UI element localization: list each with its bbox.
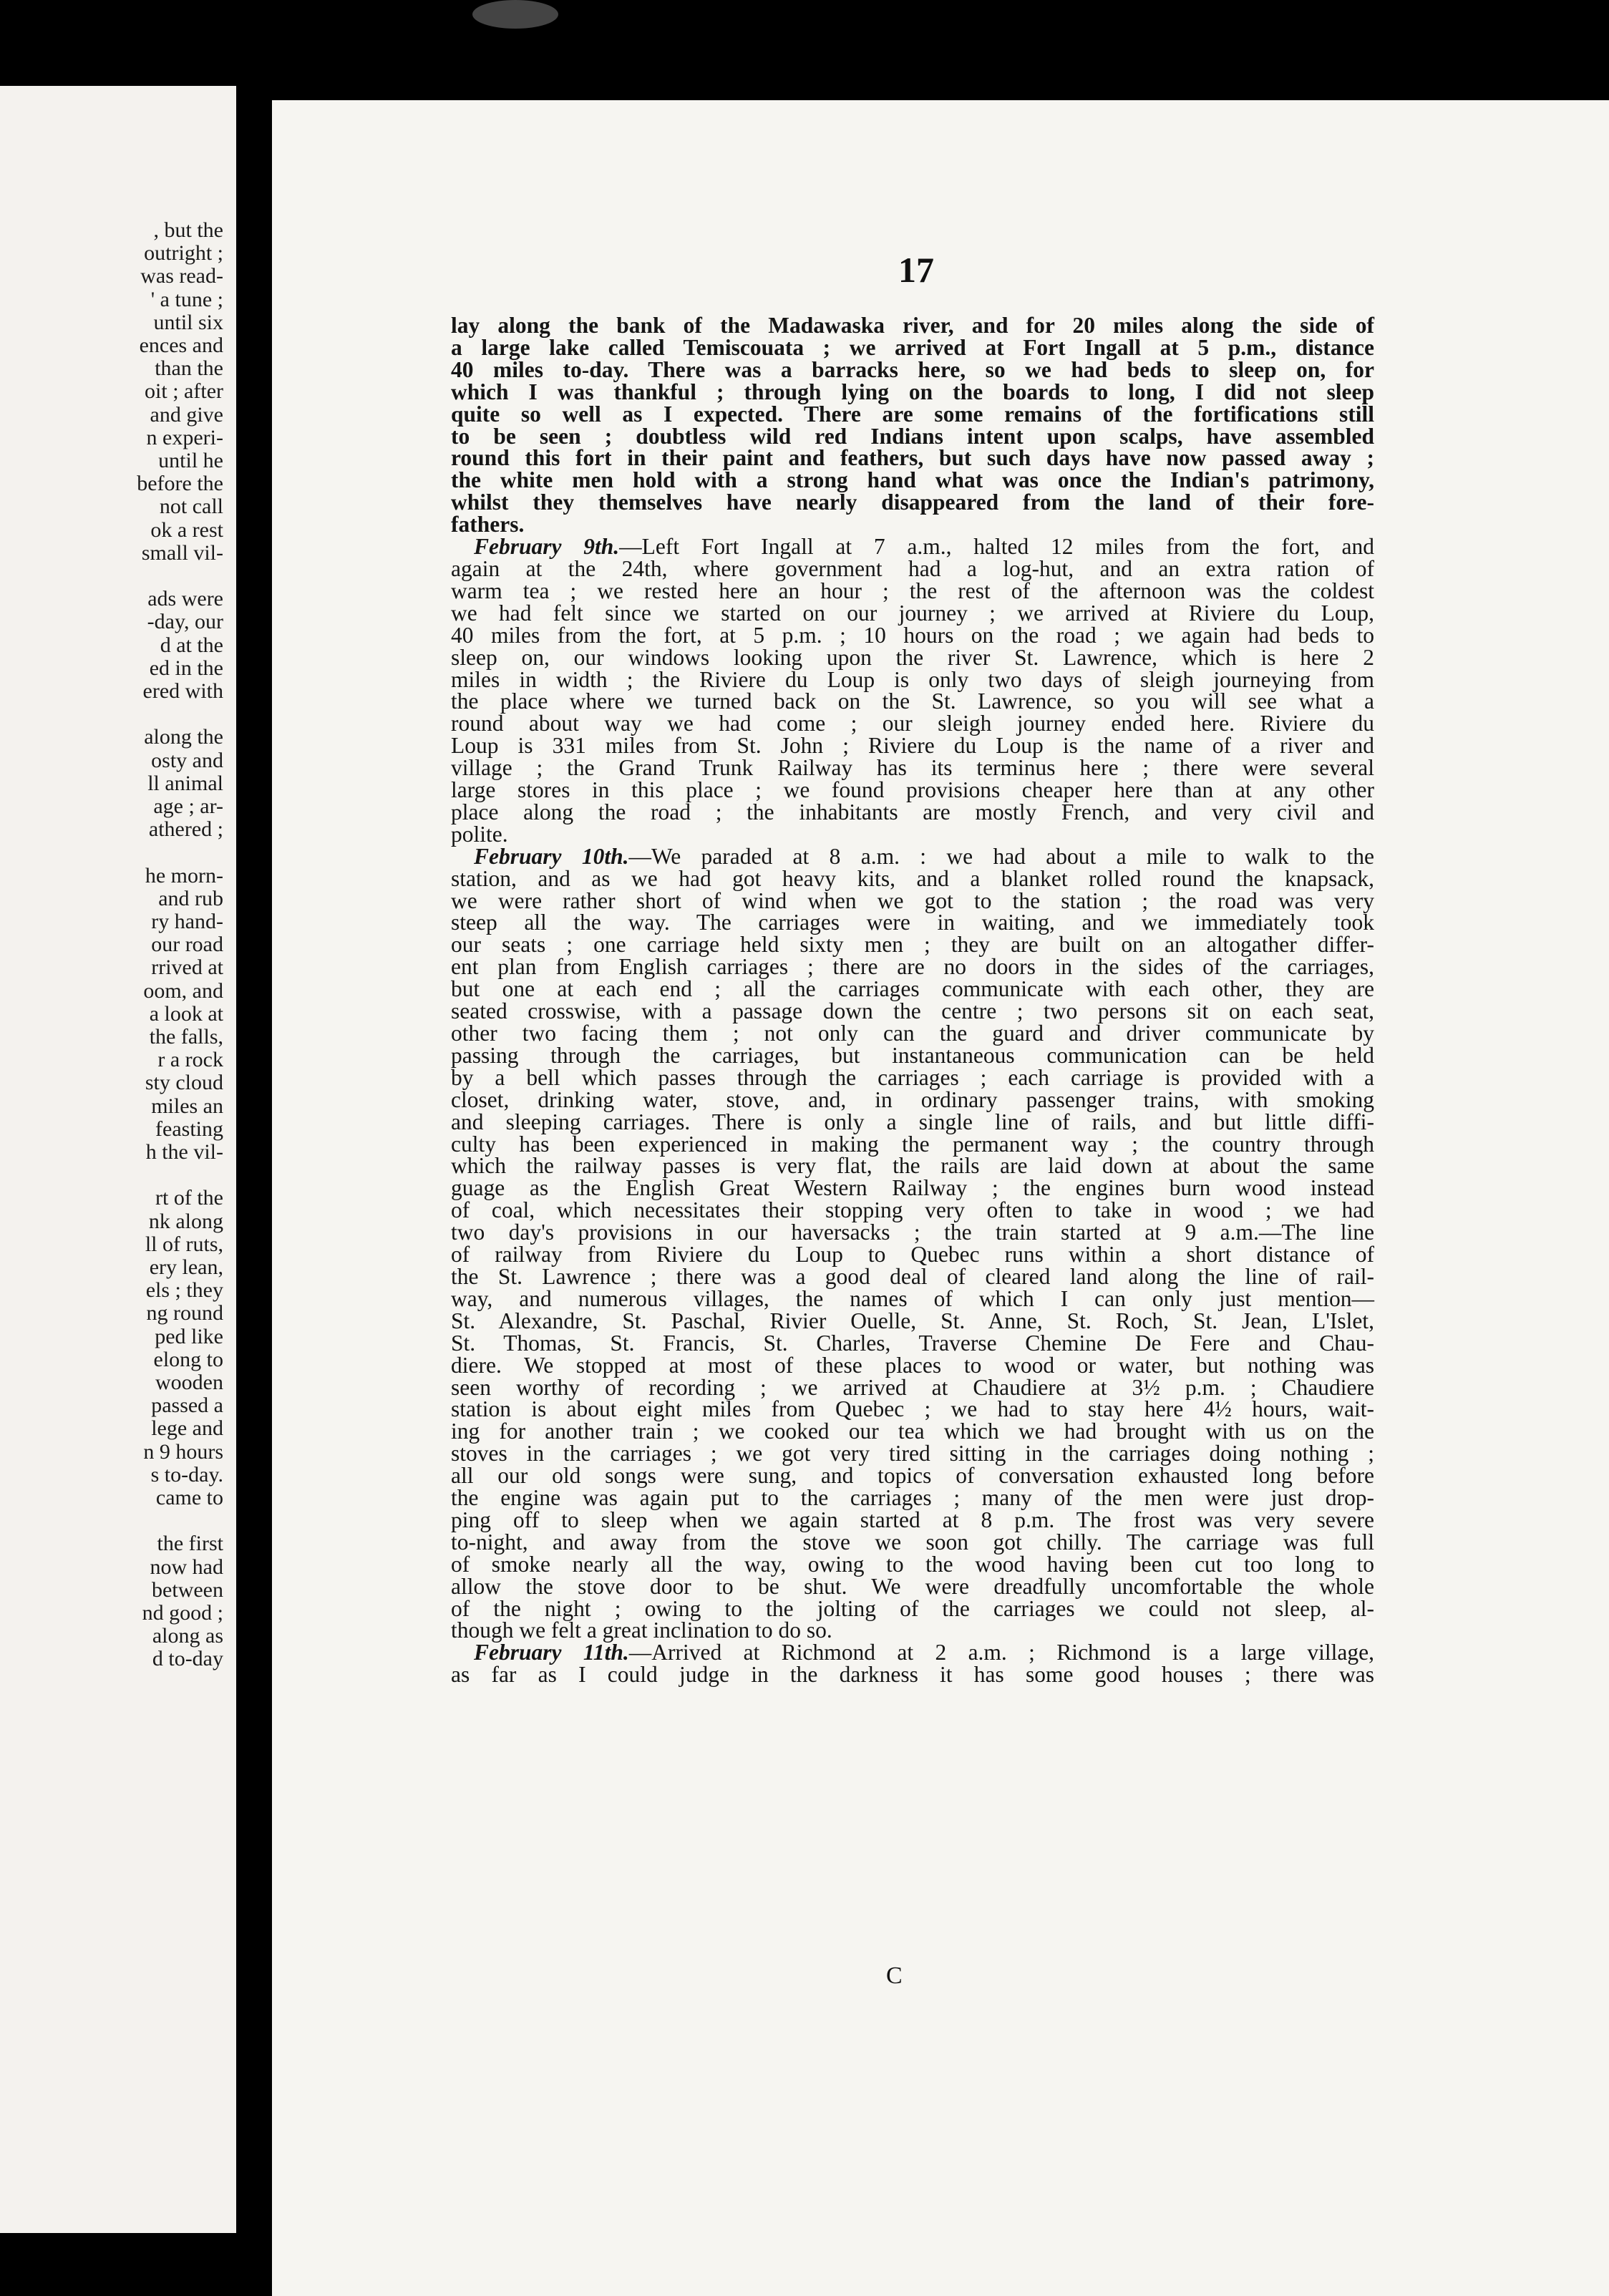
- text-line: February 10th.—We paraded at 8 a.m. : we had about a mile to walk to the: [474, 843, 1374, 869]
- left-page-line: lege and: [151, 1416, 223, 1441]
- left-page-line: the first: [157, 1532, 223, 1556]
- text-line: other two facing them ; not only can the guard and driver communicate by: [451, 1021, 1374, 1046]
- left-page-line: d at the: [160, 633, 223, 657]
- text-line: village ; the Grand Trunk Railway has its terminus here ; there were several: [451, 755, 1374, 781]
- left-page-line: ped like: [155, 1324, 223, 1348]
- signature-mark: C: [886, 1962, 903, 1989]
- page-number: 17: [898, 250, 934, 290]
- left-page-line: wooden: [155, 1371, 223, 1394]
- left-page-line: , but the: [153, 218, 223, 242]
- text-line: diere. We stopped at most of these places to wood or water, but nothing was: [451, 1352, 1374, 1378]
- date-heading: February 11th.: [474, 1640, 629, 1665]
- text-line: steep all the way. The carriages were in waiting, and we immediately took: [451, 910, 1374, 935]
- left-page-line: nk along: [148, 1209, 223, 1233]
- text-line: large stores in this place ; we found provisions cheaper here than at any other: [451, 777, 1374, 803]
- text-line: two day's provisions in our haversacks ; the train started at 9 a.m.—The line: [451, 1220, 1374, 1245]
- left-page-line: ng round: [146, 1301, 223, 1325]
- text-line: of coal, which necessitates their stopping very often to take in wood ; we had: [451, 1197, 1374, 1223]
- left-page-fragment: [0, 86, 236, 2233]
- left-page-line: els ; they: [145, 1278, 223, 1303]
- left-page-line: miles an: [151, 1094, 223, 1118]
- left-page-line: feasting: [155, 1117, 223, 1141]
- text-line: the place where we turned back on the St. Lawrence, so you will see what a: [451, 689, 1374, 714]
- text-line: round about way we had come ; our sleigh journey ended here. Riviere du: [451, 711, 1374, 736]
- left-page-line: -day, our: [147, 610, 223, 634]
- text-line: passing through the carriages, but instantaneous communication can be held: [451, 1042, 1374, 1068]
- text-line: to be seen ; doubtless wild red Indians intent upon scalps, have assembled: [451, 423, 1374, 449]
- text-line: station is about eight miles from Quebec ; we had to stay here 4½ hours, wait-: [451, 1396, 1374, 1422]
- left-page-line: ads were: [147, 587, 223, 611]
- left-page-line: came to: [155, 1486, 223, 1509]
- left-page-line: than the: [155, 356, 223, 381]
- text-line: closet, drinking water, stove, and, in ordinary passenger trains, with smoking: [451, 1086, 1374, 1112]
- left-page-line: outright ;: [144, 241, 223, 266]
- text-line: by a bell which passes through the carriages ; each carriage is provided with a: [451, 1064, 1374, 1090]
- left-page-line: ences and: [139, 334, 223, 357]
- text-line: polite.: [451, 821, 508, 847]
- text-line: quite so well as I expected. There are some remains of the fortifications still: [451, 401, 1374, 427]
- text-line: to-night, and away from the stove we soon got chilly. The carriage was full: [451, 1529, 1374, 1555]
- text-line: ent plan from English carriages ; there are no doors in the sides of the carriages,: [451, 954, 1374, 980]
- left-page-line: ered with: [142, 679, 223, 703]
- left-page-line: osty and: [151, 748, 223, 772]
- date-heading: February 10th.: [474, 843, 629, 869]
- left-page-line: ll animal: [147, 771, 223, 795]
- left-page-line: was read-: [140, 264, 223, 288]
- left-page-line: athered ;: [148, 817, 223, 842]
- left-page-line: ery lean,: [149, 1255, 223, 1279]
- left-page-line: along the: [144, 725, 223, 749]
- text-line: sleep on, our windows looking upon the river St. Lawrence, which is here 2: [451, 644, 1374, 670]
- left-page-line: the falls,: [149, 1025, 223, 1049]
- text-line: a large lake called Temiscouata ; we arrived at Fort Ingall at 5 p.m., distance: [451, 334, 1374, 360]
- text-line: seen worthy of recording ; we arrived at Chaudiere at 3½ p.m. ; Chaudiere: [451, 1374, 1374, 1400]
- left-page-line: until he: [158, 449, 223, 472]
- ink-speck: [472, 0, 558, 29]
- text-line: we were rather short of wind when we got to the station ; the road was very: [451, 887, 1374, 913]
- left-page-line: and give: [150, 402, 223, 427]
- text-line: round this fort in their paint and feathers, but such days have now passed away ;: [451, 445, 1374, 471]
- left-page-line: n 9 hours: [143, 1439, 223, 1464]
- left-page-line: rrived at: [151, 955, 223, 980]
- text-line: lay along the bank of the Madawaska river, and for 20 miles along the side of: [451, 313, 1374, 338]
- date-heading: February 9th.: [474, 534, 620, 560]
- left-page-line: before the: [137, 472, 223, 496]
- text-line: St. Thomas, St. Francis, St. Charles, Traverse Chemine De Fere and Chau-: [451, 1330, 1374, 1356]
- left-page-line: small vil-: [141, 540, 223, 565]
- left-page-line: rt of the: [155, 1186, 223, 1210]
- left-page-line: a look at: [149, 1001, 223, 1026]
- text-line: of railway from Riviere du Loup to Quebec runs within a short distance of: [451, 1242, 1374, 1268]
- text-line: 40 miles from the fort, at 5 p.m. ; 10 hours on the road ; we again had beds to: [451, 622, 1374, 648]
- left-page-line: ed in the: [149, 656, 223, 680]
- left-page-line: h the vil-: [145, 1140, 223, 1164]
- text-line: stoves in the carriages ; we got very tired sitting in the carriages doing nothing ;: [451, 1441, 1374, 1466]
- text-line: fathers.: [451, 512, 525, 537]
- left-page-line: nd good ;: [142, 1601, 223, 1625]
- left-page-line: oit ; after: [145, 379, 223, 404]
- text-line: and sleeping carriages. There is only a single line of rails, and but little diffi-: [451, 1109, 1374, 1134]
- left-page-line: sty cloud: [145, 1071, 223, 1095]
- left-page-line: ' a tune ;: [150, 287, 223, 311]
- text-line: Loup is 331 miles from St. John ; Riviere du Loup is the name of a river and: [451, 733, 1374, 759]
- text-line: which the railway passes is very flat, the rails are laid down at about the same: [451, 1153, 1374, 1179]
- left-page-line: s to-day.: [150, 1462, 223, 1487]
- left-page-line: between: [152, 1577, 223, 1602]
- left-page-line: and rub: [158, 886, 223, 910]
- text-line: all our old songs were sung, and topics of conversation exhausted long before: [451, 1463, 1374, 1489]
- left-page-line: ry hand-: [151, 910, 223, 933]
- left-page-line: along as: [152, 1624, 223, 1648]
- text-line: though we felt a great inclination to do so.: [451, 1618, 832, 1643]
- text-line: our seats ; one carriage held sixty men ; they are built on an altogather differ-: [451, 932, 1374, 958]
- left-page-line: passed a: [151, 1393, 223, 1418]
- text-line: place along the road ; the inhabitants are mostly French, and very civil and: [451, 799, 1374, 824]
- text-line: station, and as we had got heavy kits, and a blanket rolled round the knapsack,: [451, 865, 1374, 891]
- left-page-line: elong to: [153, 1347, 223, 1371]
- text-line: guage as the English Great Western Railway ; the engines burn wood instead: [451, 1175, 1374, 1201]
- text-line: February 9th.—Left Fort Ingall at 7 a.m., halted 12 miles from the fort, and: [474, 534, 1375, 560]
- left-page-line: until six: [153, 310, 223, 334]
- text-line: the engine was again put to the carriages ; many of the men were just drop-: [451, 1485, 1374, 1511]
- text-line: the white men hold with a strong hand what was once the Indian's patrimony,: [451, 467, 1374, 493]
- left-page-line: r a rock: [157, 1048, 223, 1072]
- body-text: [451, 315, 1374, 1686]
- text-line: as far as I could judge in the darkness it has some good houses ; there was: [451, 1662, 1374, 1688]
- text-line: again at the 24th, where government had a log-hut, and an extra ration of: [451, 555, 1374, 581]
- left-page-line: now had: [150, 1555, 223, 1579]
- text-line: whilst they themselves have nearly disappeared from the land of their fore-: [451, 490, 1374, 515]
- text-line: 40 miles to-day. There was a barracks here, so we had beds to sleep on, for: [451, 356, 1374, 382]
- left-page-line: n experi-: [146, 425, 223, 449]
- text-line: but one at each end ; all the carriages communicate with each other, they are: [451, 976, 1374, 1002]
- text-line: way, and numerous villages, the names of which I can only just mention—: [451, 1285, 1374, 1311]
- left-page-line: ll of ruts,: [145, 1232, 223, 1256]
- left-page-line: not call: [159, 495, 223, 519]
- text-line: warm tea ; we rested here an hour ; the rest of the afternoon was the coldest: [451, 578, 1374, 603]
- left-page-line: he morn-: [145, 863, 223, 887]
- left-page-line: ok a rest: [150, 517, 223, 542]
- text-line: of smoke nearly all the way, owing to the wood having been cut too long to: [451, 1551, 1374, 1577]
- left-page-line: age ; ar-: [153, 794, 223, 818]
- left-page-line: our road: [151, 933, 223, 957]
- text-line: St. Alexandre, St. Paschal, Rivier Ouelle, St. Anne, St. Roch, St. Jean, L'Islet,: [451, 1308, 1374, 1333]
- text-line: miles in width ; the Riviere du Loup is only two days of sleigh journeying from: [451, 666, 1374, 692]
- text-line: ping off to sleep when we again started at 8 p.m. The frost was very severe: [451, 1507, 1374, 1532]
- text-line: allow the stove door to be shut. We were dreadfully uncomfortable the whole: [451, 1573, 1374, 1599]
- text-line: culty has been experienced in making the permanent way ; the country through: [451, 1131, 1374, 1157]
- left-page-line: d to-day: [152, 1647, 223, 1671]
- text-line: the St. Lawrence ; there was a good deal of cleared land along the line of rail-: [451, 1263, 1374, 1289]
- text-line: of the night ; owing to the jolting of the carriages we could not sleep, al-: [451, 1595, 1374, 1621]
- text-line: seated crosswise, with a passage down the centre ; two persons sit on each seat,: [451, 998, 1374, 1024]
- text-line: which I was thankful ; through lying on the boards to long, I did not sleep: [451, 379, 1374, 404]
- text-line: February 11th.—Arrived at Richmond at 2 a.m. ; Richmond is a large village,: [474, 1640, 1374, 1665]
- left-page-line: oom, and: [143, 978, 223, 1003]
- text-line: we had felt since we started on our journey ; we arrived at Riviere du Loup,: [451, 600, 1374, 626]
- text-line: ing for another train ; we cooked our tea which we had brought with us on the: [451, 1419, 1374, 1444]
